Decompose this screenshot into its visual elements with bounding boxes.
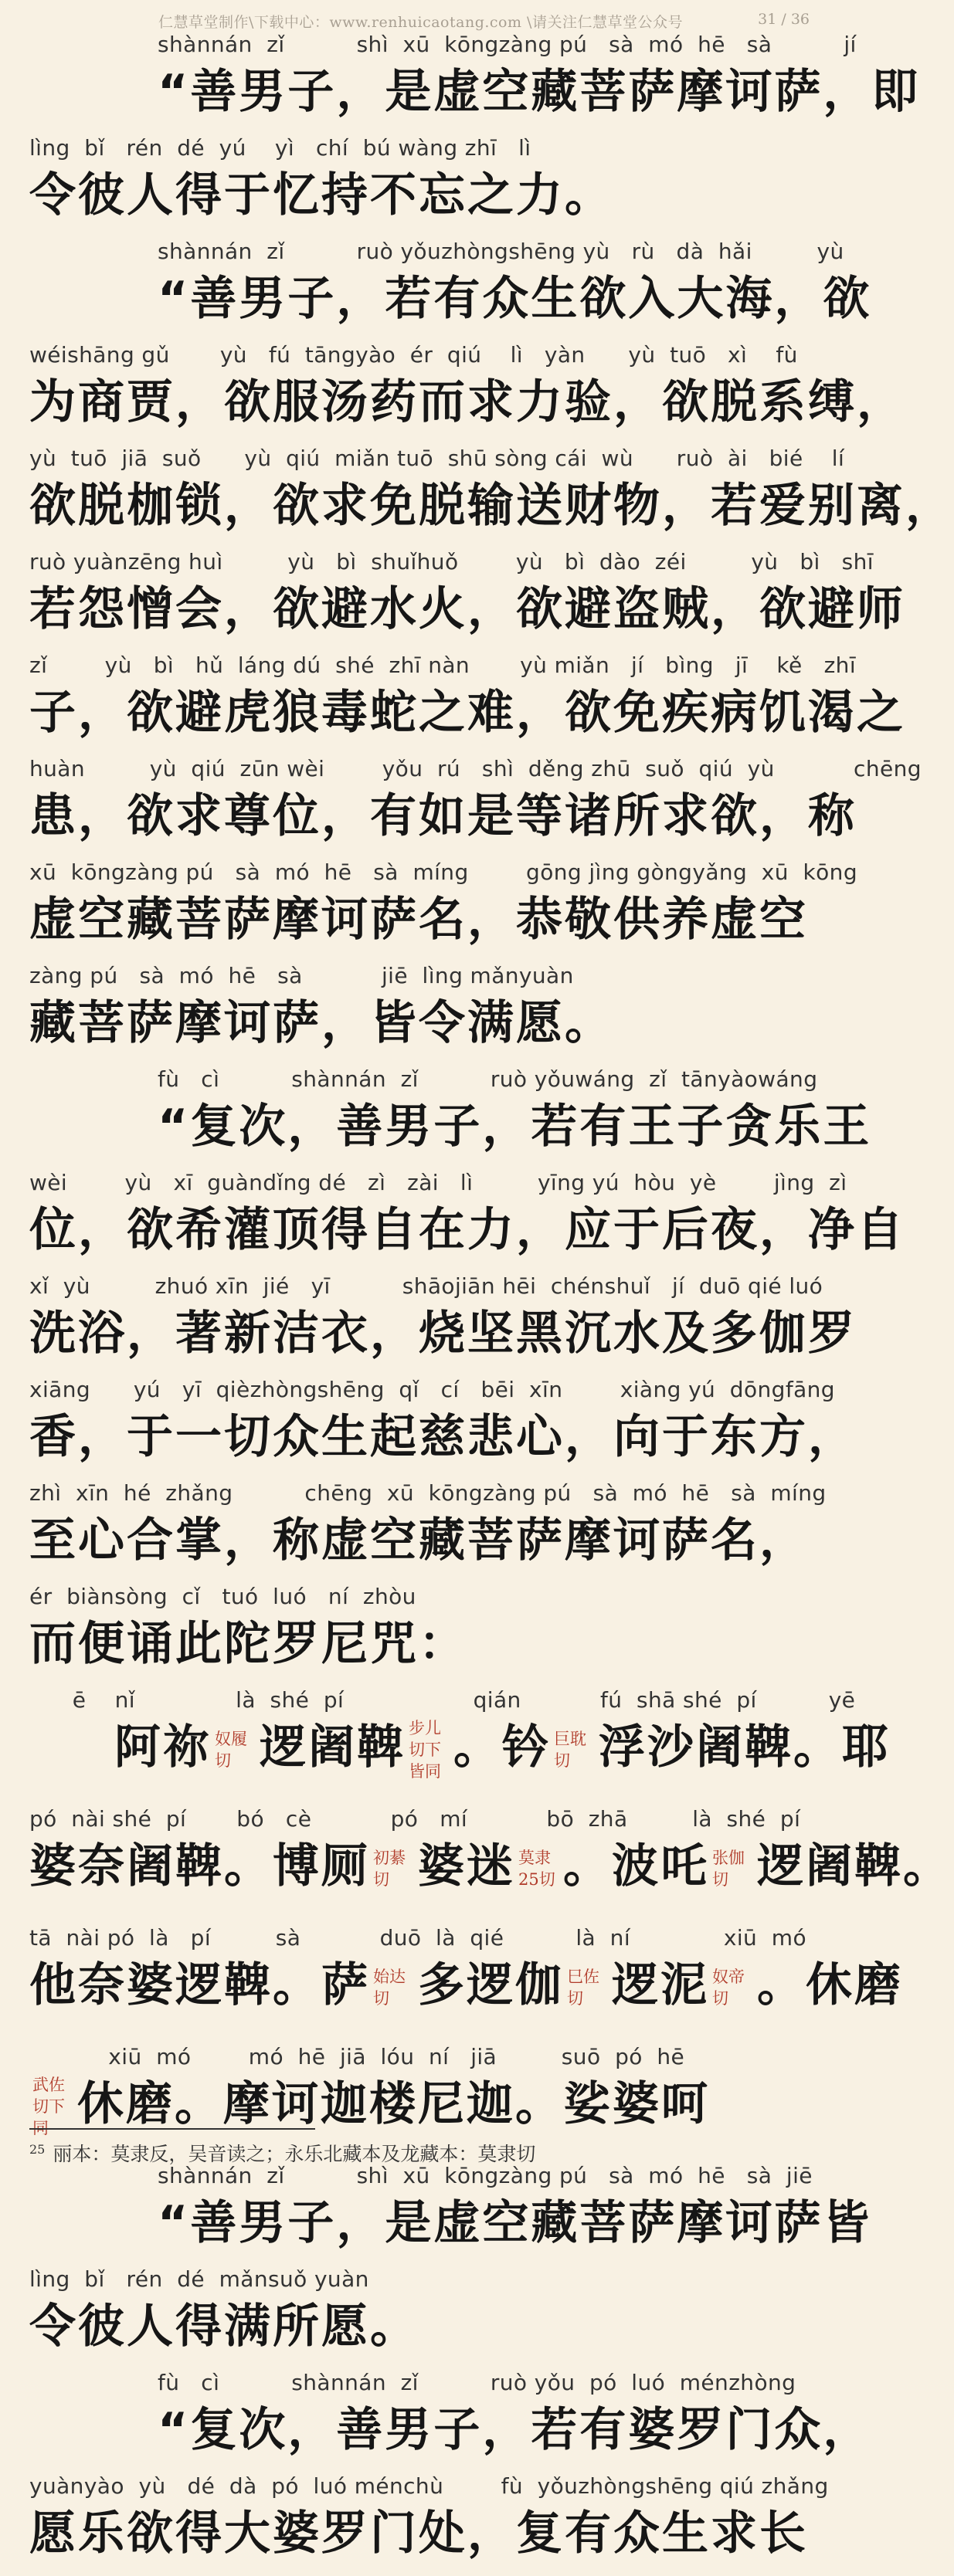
mantra-text: 。休磨 bbox=[757, 1958, 903, 2012]
pinyin-line: pó nài shé pí bó cè pó mí bō zhā là shé pí bbox=[29, 1806, 801, 1832]
pinyin-line: ruò yuànzēng huì yù bì shuǐhuǒ yù bì dào zéi yù bì shī bbox=[29, 549, 874, 575]
mantra-text: 逻泥 bbox=[612, 1958, 709, 2012]
fanqie-annotation: 始达切 bbox=[373, 1968, 406, 2008]
hanzi-line: “善男子，是虚空藏菩萨摩诃萨皆 bbox=[158, 2196, 872, 2250]
verse-line bbox=[29, 859, 857, 962]
verse-line bbox=[29, 755, 922, 859]
verse-line bbox=[29, 134, 814, 238]
footnote bbox=[29, 2139, 810, 2167]
verse-line bbox=[29, 238, 872, 341]
pinyin-line: zhì xīn hé zhǎng chēng xū kōngzàng pú sà mó hē sà míng bbox=[29, 1480, 827, 1506]
hanzi-line: “复次，善男子，若有王子贪乐王 bbox=[158, 1100, 872, 1154]
pinyin-line: lìng bǐ rén dé mǎnsuǒ yuàn bbox=[29, 2266, 369, 2292]
pinyin-line: shànnán zǐ shì xū kōngzàng pú sà mó hē sà jiē bbox=[158, 2163, 813, 2188]
pinyin-line: zàng pú sà mó hē sà jiē lìng mǎnyuàn bbox=[29, 963, 574, 988]
mantra-text: 他奈婆逻鞞。萨 bbox=[29, 1958, 370, 2012]
mantra-line bbox=[29, 1805, 952, 1924]
verse-line bbox=[29, 1583, 814, 1686]
hanzi-line: “善男子，是虚空藏菩萨摩诃萨，即 bbox=[158, 65, 921, 119]
pinyin-line: xǐ yù zhuó xīn jié yī shāojiān hēi chénshuǐ jí duō qié luó bbox=[29, 1273, 823, 1299]
scripture-text bbox=[29, 31, 954, 2576]
mantra-text: 。钤 bbox=[453, 1720, 551, 1774]
verse-line bbox=[29, 31, 921, 134]
footnote-divider bbox=[29, 2128, 315, 2130]
pinyin-line: shànnán zǐ ruò yǒuzhòngshēng yù rù dà hǎi yù bbox=[158, 239, 844, 264]
verse-line bbox=[29, 1066, 872, 1169]
verse-line bbox=[29, 962, 814, 1066]
fanqie-annotation: 莫隶25切 bbox=[518, 1849, 555, 1890]
fanqie-annotation: 巨耽切 bbox=[554, 1730, 586, 1771]
pinyin-line: xū kōngzàng pú sà mó hē sà míng gōng jìng gòngyǎng xū kōng bbox=[29, 859, 857, 885]
hanzi-line: 虚空藏菩萨摩诃萨名，恭敬供养虚空 bbox=[29, 893, 808, 947]
hanzi-line: 洗浴，著新洁衣，烧坚黑沉水及多伽罗 bbox=[29, 1307, 857, 1361]
hanzi-line: 为商贾，欲服汤药而求力验，欲脱系缚， bbox=[29, 375, 905, 429]
pinyin-line: yuànyào yù dé dà pó luó ménchù fù yǒuzhòngshēng qiú zhǎng bbox=[29, 2473, 829, 2499]
hanzi-line: 子，欲避虎狼毒蛇之难，欲免疾病饥渴之 bbox=[29, 686, 905, 740]
mantra-text: 休磨。摩诃迦楼尼迦。娑婆呵 bbox=[77, 2077, 710, 2131]
hanzi-line: 位，欲希灌顶得自在力，应于后夜，净自 bbox=[29, 1203, 905, 1257]
verse-line bbox=[29, 1273, 857, 1376]
pinyin-line: tā nài pó là pí sà duō là qié là ní xiū mó bbox=[29, 1925, 807, 1951]
pinyin-line: ér biànsòng cǐ tuó luó ní zhòu bbox=[29, 1584, 416, 1609]
fanqie-annotation: 张伽切 bbox=[712, 1849, 745, 1890]
pinyin-line: lìng bǐ rén dé yú yì chí bú wàng zhī lì bbox=[29, 135, 531, 161]
footnote-number: 25 bbox=[29, 2141, 46, 2157]
mantra-text: 阿祢 bbox=[114, 1720, 212, 1774]
fanqie-annotation: 奴帝切 bbox=[712, 1968, 745, 2008]
hanzi-line: 患，欲求尊位，有如是等诸所求欲，称 bbox=[29, 789, 857, 843]
pinyin-line: fù cì shànnán zǐ ruò yǒu pó luó ménzhòng bbox=[158, 2370, 796, 2395]
hanzi-line: 香，于一切众生起慈悲心，向于东方， bbox=[29, 1410, 857, 1464]
mantra-text: 浮沙阇鞞。耶 bbox=[599, 1720, 891, 1774]
hanzi-line: 愿乐欲得大婆罗门处，复有众生求长 bbox=[29, 2507, 808, 2561]
fanqie-annotation: 巳佐切 bbox=[567, 1968, 599, 2008]
verse-line bbox=[29, 341, 905, 445]
verse-line bbox=[29, 2162, 872, 2266]
pinyin-line: shànnán zǐ shì xū kōngzàng pú sà mó hē sà jí bbox=[158, 32, 857, 57]
pinyin-line: huàn yù qiú zūn wèi yǒu rú shì děng zhū suǒ qiú yù chēng bbox=[29, 756, 922, 781]
mantra-text: 婆迷 bbox=[418, 1839, 515, 1893]
hanzi-line bbox=[29, 1714, 891, 1781]
pinyin-line: xiū mó mó hē jiā lóu ní jiā suō pó hē bbox=[29, 2044, 685, 2069]
hanzi-line: “复次，善男子，若有婆罗门众， bbox=[158, 2403, 872, 2457]
fanqie-annotation: 初綦切 bbox=[373, 1849, 406, 1890]
hanzi-line: 藏菩萨摩诃萨，皆令满愿。 bbox=[29, 996, 613, 1050]
mantra-text: 多逻伽 bbox=[418, 1958, 564, 2012]
hanzi-line: 令彼人得满所愿。 bbox=[29, 2300, 419, 2354]
hanzi-line bbox=[29, 1833, 952, 1900]
hanzi-line: 欲脱枷锁，欲求免脱输送财物，若爱别离， bbox=[29, 479, 954, 533]
hanzi-line: 若怨憎会，欲避水火，欲避盗贼，欲避师 bbox=[29, 582, 905, 636]
mantra-text: 逻阇鞞 bbox=[260, 1720, 406, 1774]
pinyin-line: fù cì shànnán zǐ ruò yǒuwáng zǐ tānyàowáng bbox=[158, 1066, 818, 1092]
header-text: 仁慧草堂制作\下载中心：www.renhuicaotang.com \请关注仁慧草堂公众号 bbox=[158, 14, 683, 31]
hanzi-line: “善男子，若有众生欲入大海，欲 bbox=[158, 272, 872, 326]
pinyin-line: ē nǐ là shé pí qián fú shā shé pí yē bbox=[29, 1687, 856, 1713]
fanqie-annotation: 奴履切 bbox=[215, 1730, 247, 1771]
verse-line bbox=[29, 445, 954, 548]
hanzi-line: 而便诵此陀罗尼咒： bbox=[29, 1617, 467, 1671]
page-header bbox=[0, 8, 834, 31]
verse-line bbox=[29, 1169, 905, 1273]
pinyin-line: xiāng yú yī qièzhòngshēng qǐ cí bēi xīn xiàng yú dōngfāng bbox=[29, 1377, 835, 1402]
verse-line bbox=[29, 1480, 827, 1583]
verse-line bbox=[29, 2369, 872, 2473]
mantra-text: 。波吒 bbox=[563, 1839, 709, 1893]
verse-line bbox=[29, 1376, 857, 1480]
mantra-text: 逻阇鞞。 bbox=[757, 1839, 952, 1893]
mantra-line bbox=[29, 1924, 903, 2043]
fanqie-annotation: 步儿切下皆同 bbox=[409, 1719, 441, 1781]
verse-line bbox=[29, 652, 905, 755]
verse-line bbox=[29, 548, 905, 652]
pinyin-line: wéishāng gǔ yù fú tāngyào ér qiú lì yàn yù tuō xì fù bbox=[29, 342, 798, 368]
footnote-text: 丽本：莫隶反，吴音读之；永乐北藏本及龙藏本：莫隶切 bbox=[53, 2143, 536, 2165]
verse-line bbox=[29, 2473, 829, 2576]
mantra-text: 婆奈阇鞞。博厕 bbox=[29, 1839, 370, 1893]
hanzi-line bbox=[29, 1952, 903, 2018]
fanqie-annotation: 武佐切下同 bbox=[32, 2076, 65, 2138]
hanzi-line: 至心合掌，称虚空藏菩萨摩诃萨名， bbox=[29, 1513, 808, 1568]
verse-line bbox=[29, 2266, 814, 2369]
pinyin-line: zǐ yù bì hǔ láng dú shé zhī nàn yù miǎn jí bìng jī kě zhī bbox=[29, 652, 856, 678]
pinyin-line: wèi yù xī guàndǐng dé zì zài lì yīng yú hòu yè jìng zì bbox=[29, 1170, 847, 1195]
mantra-line bbox=[29, 1686, 891, 1805]
page-number: 31 / 36 bbox=[758, 11, 810, 28]
hanzi-line: 令彼人得于忆持不忘之力。 bbox=[29, 168, 613, 222]
pinyin-line: yù tuō jiā suǒ yù qiú miǎn tuō shū sòng cái wù ruò ài bié lí bbox=[29, 446, 845, 471]
